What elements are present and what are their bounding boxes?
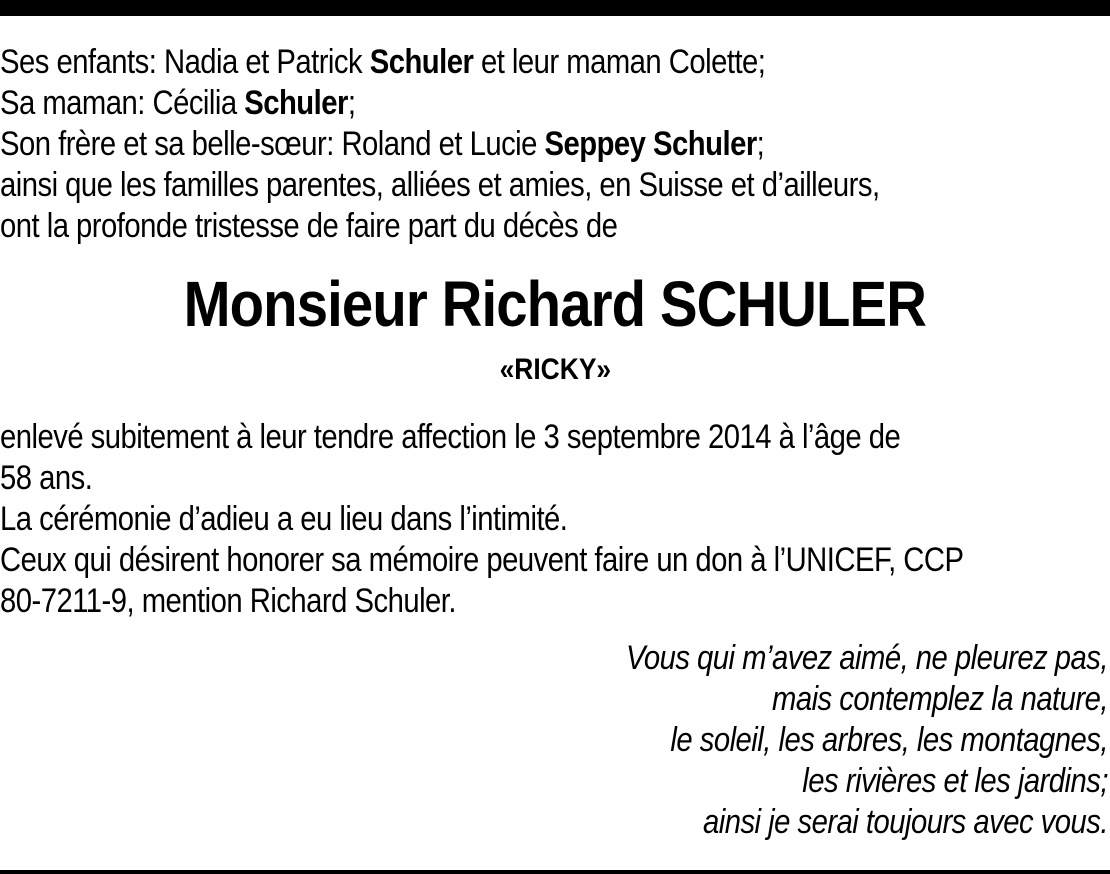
- body-line-donation: Ceux qui désirent honorer sa mémoire peuvent faire un don à l’UNICEF, CCP: [0, 541, 964, 579]
- memorial-poem: [153, 638, 1108, 843]
- intro-line-children: Ses enfants: Nadia et Patrick Schuler et leur maman Colette;: [0, 43, 766, 81]
- intro-line-announcement: ont la profonde tristesse de faire part du décès de: [0, 207, 618, 245]
- body-line-2: 58 ans.: [0, 459, 93, 497]
- intro-line-mother: Sa maman: Cécilia Schuler;: [0, 84, 356, 122]
- poem-line: le soleil, les arbres, les montagnes,: [670, 721, 1108, 759]
- body-line-ceremony: La cérémonie d’adieu a eu lieu dans l’intimité.: [0, 500, 568, 538]
- deceased-nickname: «RICKY»: [499, 353, 611, 386]
- family-announcement: [0, 42, 955, 247]
- surname-bold: Seppey Schuler: [544, 125, 757, 163]
- surname-bold: Schuler: [244, 84, 348, 122]
- poem-line: ainsi je serai toujours avec vous.: [702, 803, 1108, 841]
- intro-line-families: ainsi que les familles parentes, alliées et amies, en Suisse et d’ailleurs,: [0, 166, 880, 204]
- top-border-rule: [0, 0, 1110, 16]
- body-line-donation-ccp: 80-7211-9, mention Richard Schuler.: [0, 582, 457, 620]
- intro-line-brother: Son frère et sa belle-sœur: Roland et Lucie Seppey Schuler;: [0, 125, 765, 163]
- deceased-name: Monsieur Richard SCHULER: [183, 268, 927, 340]
- body-line-1: enlevé subitement à leur tendre affection le 3 septembre 2014 à l’âge de: [0, 418, 901, 456]
- poem-line: les rivières et les jardins;: [802, 762, 1108, 800]
- poem-line: mais contemplez la nature,: [771, 680, 1108, 718]
- surname-bold: Schuler: [369, 43, 474, 81]
- bottom-border-rule: [0, 870, 1110, 874]
- death-details: [0, 417, 964, 622]
- poem-line: Vous qui m’avez aimé, ne pleurez pas,: [625, 639, 1108, 677]
